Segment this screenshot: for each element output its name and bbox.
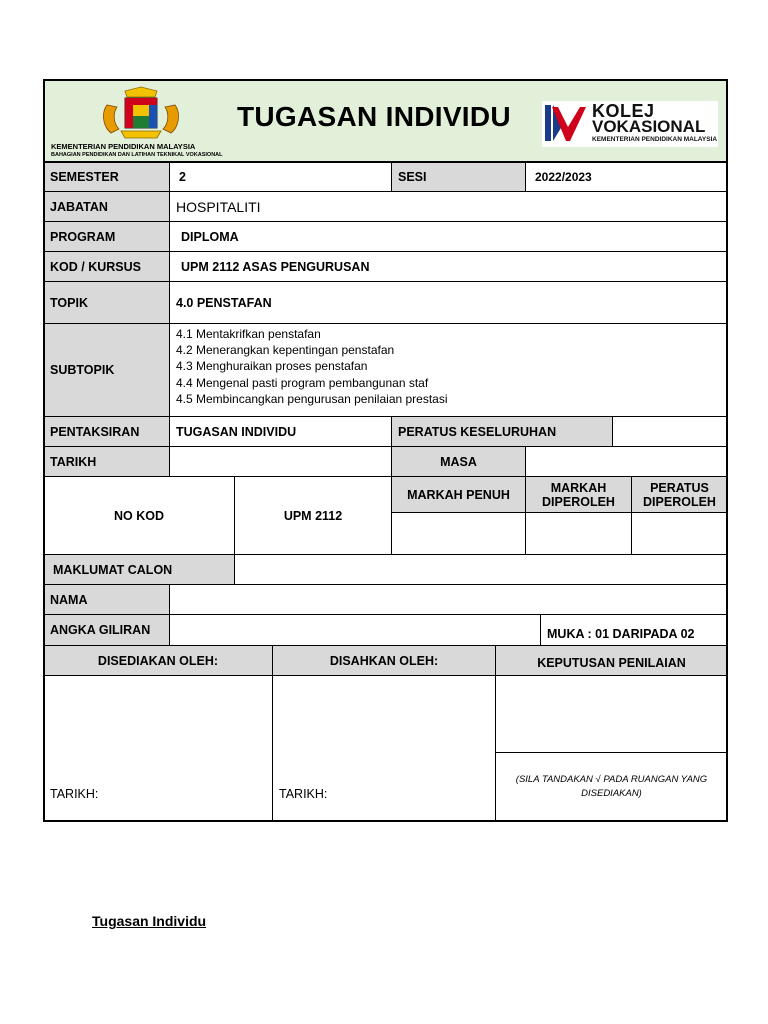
- markah-diperoleh-label: MARKAH DIPEROLEH: [525, 476, 632, 513]
- tarikh-disahkan-label: TARIKH:: [279, 787, 328, 801]
- sesi-label: SESI: [391, 162, 526, 192]
- masa-field[interactable]: [525, 446, 728, 477]
- ministry-division: BAHAGIAN PENDIDIKAN DAN LATIHAN TEKNIKAL VOKASIONAL: [51, 152, 223, 158]
- pentaksiran-value: TUGASAN INDIVIDU: [169, 416, 392, 447]
- nama-field[interactable]: [169, 584, 728, 615]
- keputusan-note-box: [495, 752, 728, 822]
- subtopik-item: 4.1 Mentakrifkan penstafan: [176, 327, 321, 341]
- program-value: DIPLOMA: [169, 221, 728, 252]
- form-header: [43, 79, 728, 163]
- peratus-keseluruhan-field[interactable]: [612, 416, 728, 447]
- kolej-vokasional-logo: [542, 101, 718, 147]
- subtopik-item: 4.5 Membincangkan pengurusan penilaian prestasi: [176, 391, 448, 406]
- subtopik-item: 4.3 Menghuraikan proses penstafan: [176, 359, 368, 374]
- kv-logo-line2: VOKASIONAL: [592, 117, 706, 136]
- peratus-diperoleh-label: PERATUS DIPEROLEH: [631, 476, 728, 513]
- sesi-value: 2022/2023: [525, 162, 728, 192]
- keputusan-penilaian-box[interactable]: [495, 675, 728, 753]
- disahkan-oleh-label: DISAHKAN OLEH:: [272, 645, 496, 676]
- markah-penuh-field[interactable]: [391, 512, 526, 555]
- ministry-name: KEMENTERIAN PENDIDIKAN MALAYSIA: [51, 142, 196, 151]
- markah-diperoleh-field[interactable]: [525, 512, 632, 555]
- pentaksiran-label: PENTAKSIRAN: [43, 416, 170, 447]
- masa-label: MASA: [391, 446, 526, 477]
- topik-value: 4.0 PENSTAFAN: [169, 281, 728, 324]
- nama-label: NAMA: [43, 584, 170, 615]
- tarikh-label: TARIKH: [43, 446, 170, 477]
- angka-giliran-label: ANGKA GILIRAN: [43, 614, 170, 646]
- maklumat-calon-label: MAKLUMAT CALON: [43, 554, 235, 585]
- semester-label: SEMESTER: [43, 162, 170, 192]
- tarikh-field[interactable]: [169, 446, 392, 477]
- markah-penuh-label: MARKAH PENUH: [391, 476, 526, 513]
- peratus-diperoleh-field[interactable]: [631, 512, 728, 555]
- kv-emblem-icon: [544, 103, 588, 145]
- kv-logo-line1: KOLEJ: [592, 101, 655, 121]
- angka-giliran-field[interactable]: [169, 614, 541, 646]
- malaysia-coat-of-arms-icon: [95, 85, 187, 141]
- subtopik-label: SUBTOPIK: [43, 323, 170, 417]
- maklumat-calon-field[interactable]: [234, 554, 728, 585]
- jabatan-label: JABATAN: [43, 191, 170, 222]
- subtopik-list: [169, 323, 728, 417]
- jabatan-value: HOSPITALITI: [169, 191, 728, 222]
- disediakan-oleh-label: DISEDIAKAN OLEH:: [43, 645, 273, 676]
- page-counter: MUKA : 01 DARIPADA 02: [540, 614, 728, 646]
- program-label: PROGRAM: [43, 221, 170, 252]
- keputusan-penilaian-label: KEPUTUSAN PENILAIAN: [495, 645, 728, 676]
- disahkan-oleh-box[interactable]: [272, 675, 496, 822]
- topik-label: TOPIK: [43, 281, 170, 324]
- kv-logo-subtitle: KEMENTERIAN PENDIDIKAN MALAYSIA: [592, 136, 718, 143]
- tick-instruction-note: (SILA TANDAKAN √ PADA RUANGAN YANG DISEDIAKAN): [515, 774, 708, 799]
- tarikh-disediakan-label: TARIKH:: [50, 787, 99, 801]
- document-heading: Tugasan Individu: [92, 913, 207, 929]
- kod-kursus-value: UPM 2112 ASAS PENGURUSAN: [169, 251, 728, 282]
- peratus-keseluruhan-label: PERATUS KESELURUHAN: [391, 416, 613, 447]
- semester-value: 2: [169, 162, 392, 192]
- page-title: TUGASAN INDIVIDU: [237, 101, 511, 132]
- no-kod-label: NO KOD: [43, 476, 235, 555]
- no-kod-value: UPM 2112: [234, 476, 392, 555]
- subtopik-item: 4.2 Menerangkan kepentingan penstafan: [176, 343, 395, 358]
- disediakan-oleh-box[interactable]: [43, 675, 273, 822]
- subtopik-item: 4.4 Mengenal pasti program pembangunan staf: [176, 375, 429, 390]
- kod-kursus-label: KOD / KURSUS: [43, 251, 170, 282]
